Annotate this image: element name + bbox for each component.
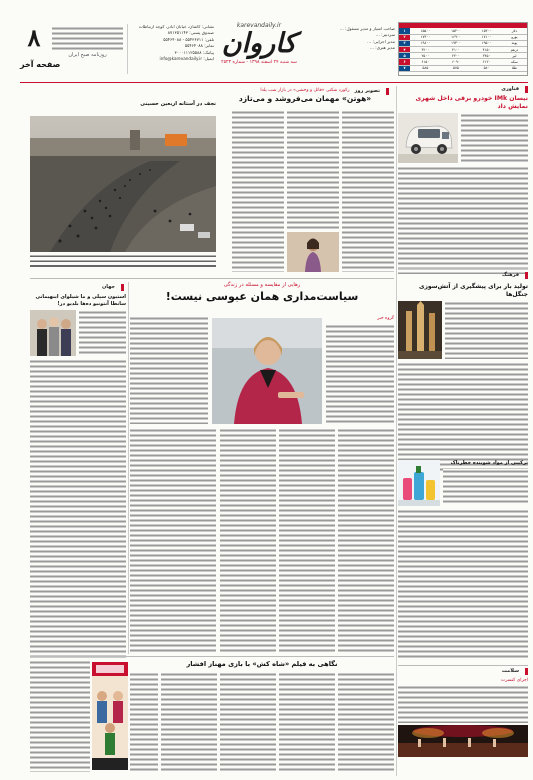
buildings-headline: تولید بار برای پیشگیری از آتش‌سوزی جنگل‌ها xyxy=(418,283,528,298)
forex-cell: ۶۱۲۰ xyxy=(471,59,502,65)
cleaning-headline: ترکیبی از مواد شوینده خطرناک xyxy=(450,460,528,466)
forex-cell: ۲۴۰۰ xyxy=(441,53,472,59)
section-world: جهان xyxy=(102,284,124,291)
film-headline: نگاهی به فیلم «شاه کش» با بازی مهناز افشار xyxy=(186,660,338,668)
divider xyxy=(398,665,528,666)
forex-cell: ۵۸۵ xyxy=(410,65,441,71)
politician-photo xyxy=(212,318,322,424)
main-text-col-2 xyxy=(130,316,208,424)
column-rule xyxy=(396,86,397,776)
column-rule xyxy=(128,282,129,654)
film-text-col-3 xyxy=(220,672,276,772)
forex-cell: ۴۱۵۰ xyxy=(471,47,502,53)
tagline: روزنامه صبح ایران xyxy=(68,52,107,58)
publisher-text xyxy=(52,26,123,50)
forex-cell: ۵۸۰ xyxy=(471,65,502,71)
main-text-col-3 xyxy=(338,428,394,654)
film-side-text xyxy=(30,660,90,772)
staff-line: صاحب امتیاز و مدیر مسئول: ... xyxy=(339,26,395,31)
forex-cell: یورو xyxy=(502,34,527,40)
forex-cell: ۴۲۰۰ xyxy=(410,47,441,53)
car-headline: نیسان IMk خودرو برقی داخل شهری نمایش داد xyxy=(415,95,528,110)
page-title: صفحه آخر xyxy=(20,60,61,69)
film-text-col-1 xyxy=(338,672,394,772)
masthead-logo: کاروان xyxy=(221,28,297,59)
forex-cell: ۱۹۳۰۰ xyxy=(441,40,472,46)
forex-cell: ۱۹۸۰۰ xyxy=(410,40,441,46)
forex-cell: پوند xyxy=(502,40,527,46)
main-text-col-4 xyxy=(279,428,335,654)
concert-kicker: اجرای کنسرت xyxy=(501,678,528,683)
forex-cell: ۲۴۵۰ xyxy=(471,53,502,59)
mahsa-text-col-2 xyxy=(287,110,339,230)
mahsa-text-col-1 xyxy=(342,110,394,272)
forex-cell: ۱۷۳۰۰ xyxy=(410,34,441,40)
dateline: سه شنبه ۲۴ اسفند ۱۳۹۸ - شماره ۲۵۲۳ xyxy=(221,60,297,65)
forex-cell: ۵۷۵ xyxy=(441,65,472,71)
mahsa-headline: «هوتن» مهمان می‌فروشد و می‌تازد xyxy=(238,94,372,103)
buildings-text-1 xyxy=(445,301,528,359)
concert-photo xyxy=(398,725,528,757)
mahsa-text-col-3 xyxy=(232,110,284,272)
car-text-2 xyxy=(398,166,528,274)
forex-row xyxy=(399,65,527,71)
cleaning-text-2 xyxy=(398,509,528,659)
forex-cell: ۶۱۵۰ xyxy=(410,59,441,65)
forex-index: ۱ xyxy=(399,28,410,34)
forex-index: ۳ xyxy=(399,40,410,46)
world-text-2 xyxy=(30,359,126,659)
main-text-col-1 xyxy=(326,324,394,424)
group-photo xyxy=(30,310,76,356)
page-number-box xyxy=(20,24,48,54)
staff-box xyxy=(303,26,395,76)
world-article xyxy=(30,294,126,659)
address-line: صندوق پستی: ۸۷۱۳۵۱۱۴۳ xyxy=(167,30,214,36)
cleaning-text-1 xyxy=(443,469,528,503)
forex-cell: ۱۹۵۰۰ xyxy=(471,40,502,46)
photo-headline: نجف در آستانه اربعین حسینی xyxy=(140,101,216,107)
forex-index: ۶ xyxy=(399,59,410,65)
section-technology: فناوری xyxy=(501,86,528,93)
mahsa-kicker: رکورد شکنی «قاتل و وحشی» در بازار شب یلدا xyxy=(260,88,350,93)
main-byline: گروه خبر xyxy=(377,316,394,321)
website: karevandaily.ir xyxy=(236,22,282,29)
divider xyxy=(30,656,394,657)
car-photo xyxy=(398,113,458,163)
forex-rows xyxy=(399,28,527,72)
cleaning-products-photo xyxy=(398,460,440,506)
world-text-1 xyxy=(79,310,126,356)
film-text-col-5 xyxy=(130,672,158,772)
address-box xyxy=(130,24,214,74)
gothic-building-photo xyxy=(398,301,442,359)
forex-index: ۵ xyxy=(399,53,410,59)
forex-index: ۷ xyxy=(399,65,410,71)
address-line: نشانی: کاشان، خیابان اباذر، کوچه ارتباطات xyxy=(138,24,214,29)
buildings-text-2 xyxy=(398,362,528,472)
forex-cell: دلار xyxy=(502,28,527,34)
staff-line: مدیر اجرایی: ... xyxy=(367,38,395,44)
photo-caption-text xyxy=(30,254,216,270)
forex-cell: درهم xyxy=(502,47,527,53)
staff-line: سردبیر: ... xyxy=(375,32,395,38)
forex-cell: ۶۰۹۰ xyxy=(441,59,472,65)
main-article xyxy=(130,282,394,304)
concert-article xyxy=(398,678,528,761)
forex-cell: ۱۵۳۰۰ xyxy=(471,28,502,34)
car-text-1 xyxy=(461,113,528,163)
main-text-col-6 xyxy=(130,428,216,654)
divider xyxy=(398,268,528,269)
address-line: تلفن: ۵۵۴۳۶۷۱۱ - ۵۵۴۶۴۰۸۸ xyxy=(163,36,214,42)
car-article xyxy=(398,95,528,274)
page-number: ۸ xyxy=(27,23,41,52)
forex-index: ۲ xyxy=(399,34,410,40)
forex-cell: ۱۶۹۰۰ xyxy=(441,34,472,40)
concert-text xyxy=(398,685,528,723)
film-text-col-2 xyxy=(279,672,335,772)
forex-cell: ۴۱۰۰ xyxy=(441,47,472,53)
mahsa-photo xyxy=(287,232,339,272)
forex-table xyxy=(398,22,528,76)
main-headline: سیاست‌مداری همان عبوسی نیست! xyxy=(165,290,359,303)
forex-index: ۴ xyxy=(399,47,410,53)
film-poster xyxy=(92,662,128,770)
buildings-article xyxy=(398,283,528,472)
forex-cell: ۱۷۱۰۰ xyxy=(471,34,502,40)
section-photo: تصویر روز xyxy=(354,88,389,95)
forex-cell: لیر xyxy=(502,53,527,59)
forex-cell: ۱۵۵۰۰ xyxy=(410,28,441,34)
section-culture: فرهنگ xyxy=(502,272,528,279)
forex-cell: سکه xyxy=(502,59,527,65)
address-line: پیامک: ۳۰۰۰۱۱۱۲۵۵۸۸ xyxy=(174,49,214,55)
section-health: سلامت xyxy=(502,668,528,675)
main-kicker: رهایی از مقایسه و مسئله در زندگی xyxy=(223,282,301,288)
film-text-col-4 xyxy=(161,672,217,772)
crowd-photo xyxy=(30,116,216,252)
film-article xyxy=(130,660,394,669)
staff-line: مدیر هنری: ... xyxy=(369,45,395,51)
world-headline: استیون سپلی و ما شیلوای اینهیمانی سانطا آنتونیو ده‌ها بلدیو در! xyxy=(35,294,126,307)
divider xyxy=(30,278,394,279)
photo-caption xyxy=(30,254,216,270)
forex-cell: ۱۵۲۰۰ xyxy=(441,28,472,34)
main-text-col-5 xyxy=(220,428,276,654)
logo-area xyxy=(215,22,303,82)
address-line: نمابر: ۵۵۴۶۴۰۸۸ xyxy=(184,43,214,49)
forex-cell: ۲۵۰۰ xyxy=(410,53,441,59)
forex-cell: طلا xyxy=(502,65,527,71)
cleaning-article xyxy=(398,460,528,659)
masthead-rule xyxy=(20,82,528,83)
address-line: ایمیل: info@karevandaily.ir xyxy=(159,56,214,62)
